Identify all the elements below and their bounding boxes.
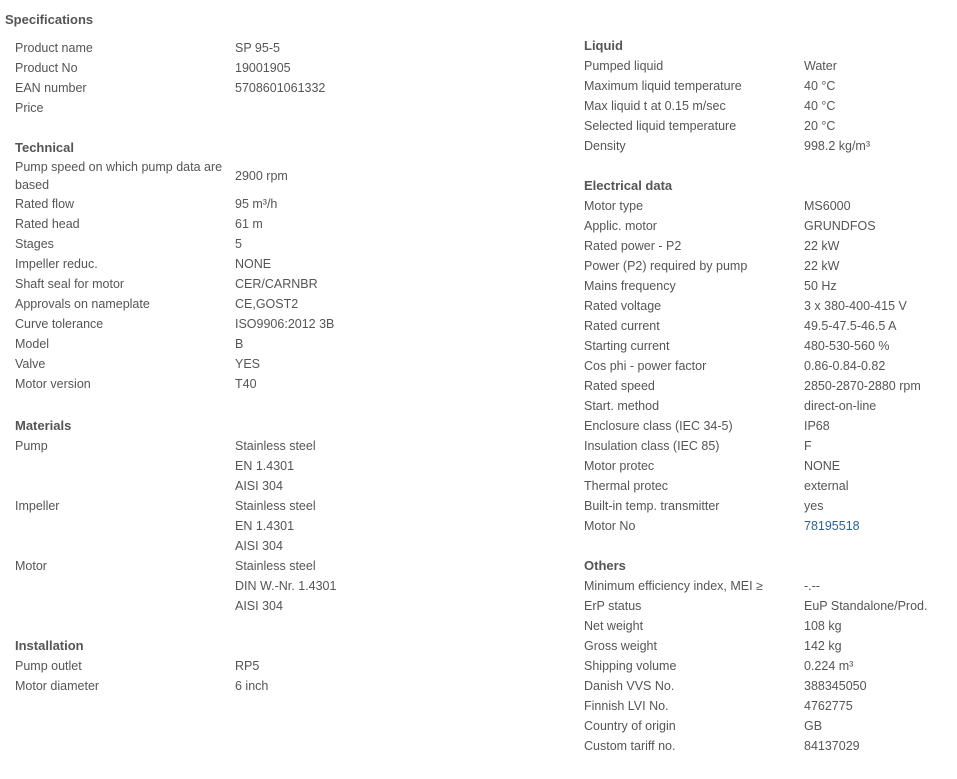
spec-label: Max liquid t at 0.15 m/sec — [584, 99, 726, 113]
spec-row-shipping-volume — [584, 656, 954, 676]
others-section — [584, 556, 954, 756]
materials-section — [15, 416, 555, 616]
spec-value: 3 x 380-400-415 V — [804, 299, 907, 313]
spec-value-line: Stainless steel — [235, 499, 316, 513]
section-title-installation: Installation — [15, 638, 84, 653]
spec-row-pumped-liquid — [584, 56, 954, 76]
section-title-materials: Materials — [15, 418, 72, 433]
spec-row-starting-current — [584, 336, 954, 356]
spec-value: GRUNDFOS — [804, 219, 876, 233]
spec-row-enclosure-class — [584, 416, 954, 436]
spec-label: EAN number — [15, 81, 87, 95]
spec-row-motor-no — [584, 516, 954, 536]
spec-value-line: AISI 304 — [235, 479, 283, 493]
spec-value: yes — [804, 499, 824, 513]
spec-row-mains-frequency — [584, 276, 954, 296]
spec-label: Power (P2) required by pump — [584, 259, 748, 273]
spec-row-rated-voltage — [584, 296, 954, 316]
spec-row-product-name — [15, 38, 555, 58]
spec-value: 998.2 kg/m³ — [804, 139, 871, 153]
spec-value: 40 °C — [804, 79, 836, 93]
spec-value: 480-530-560 % — [804, 339, 890, 353]
spec-label: Motor type — [584, 199, 644, 213]
spec-label: Approvals on nameplate — [15, 297, 150, 311]
spec-row-motor-material — [15, 556, 555, 616]
spec-row-start-method — [584, 396, 954, 416]
spec-value: B — [235, 337, 244, 351]
spec-value: -.-- — [804, 579, 820, 593]
spec-value: 0.86-0.84-0.82 — [804, 359, 886, 373]
spec-label: Custom tariff no. — [584, 739, 676, 753]
spec-value: NONE — [235, 257, 272, 271]
spec-value: 2850-2870-2880 rpm — [804, 379, 921, 393]
spec-row-valve — [15, 354, 555, 374]
spec-value: 0.224 m³ — [804, 659, 854, 673]
spec-row-danish-vvs — [584, 676, 954, 696]
spec-label: Net weight — [584, 619, 644, 633]
spec-label: Maximum liquid temperature — [584, 79, 742, 93]
spec-label: Valve — [15, 357, 46, 371]
spec-value: SP 95-5 — [235, 41, 280, 55]
spec-value: T40 — [235, 377, 257, 391]
spec-value-line: EN 1.4301 — [235, 519, 295, 533]
spec-row-max-liquid-t-015 — [584, 96, 954, 116]
spec-label: Impeller — [15, 499, 60, 513]
spec-value: direct-on-line — [804, 399, 877, 413]
spec-row-power-required — [584, 256, 954, 276]
spec-value: 388345050 — [804, 679, 867, 693]
spec-row-net-weight — [584, 616, 954, 636]
spec-label: Product name — [15, 41, 93, 55]
spec-value: 49.5-47.5-46.5 A — [804, 319, 897, 333]
spec-row-cos-phi — [584, 356, 954, 376]
spec-row-rated-flow — [15, 194, 555, 214]
spec-row-price — [15, 98, 555, 118]
spec-value: CE,GOST2 — [235, 297, 299, 311]
spec-value: 22 kW — [804, 259, 840, 273]
spec-row-pump-material — [15, 436, 555, 496]
spec-value-line: AISI 304 — [235, 539, 283, 553]
spec-value: 4762775 — [804, 699, 853, 713]
spec-label: Motor diameter — [15, 679, 100, 693]
spec-value-line: Stainless steel — [235, 559, 316, 573]
spec-row-density — [584, 136, 954, 156]
spec-label: Selected liquid temperature — [584, 119, 737, 133]
spec-row-rated-current — [584, 316, 954, 336]
spec-value: MS6000 — [804, 199, 851, 213]
spec-row-erp-status — [584, 596, 954, 616]
section-title-technical: Technical — [15, 140, 75, 155]
spec-label: Mains frequency — [584, 279, 676, 293]
spec-label: Shipping volume — [584, 659, 677, 673]
spec-row-pump-speed — [15, 158, 555, 194]
spec-row-impeller-reduc — [15, 254, 555, 274]
spec-label: Curve tolerance — [15, 317, 104, 331]
spec-label: Pumped liquid — [584, 59, 664, 73]
spec-value: YES — [235, 357, 261, 371]
spec-label: Impeller reduc. — [15, 257, 98, 271]
spec-value: IP68 — [804, 419, 830, 433]
spec-value: 20 °C — [804, 119, 836, 133]
spec-row-motor-protec — [584, 456, 954, 476]
spec-row-ean — [15, 78, 555, 98]
spec-row-motor-type — [584, 196, 954, 216]
spec-label: Motor version — [15, 377, 91, 391]
spec-label: Price — [15, 101, 44, 115]
spec-row-motor-version — [15, 374, 555, 394]
spec-row-rated-speed — [584, 376, 954, 396]
spec-label: Minimum efficiency index, MEI ≥ — [584, 579, 763, 593]
spec-value: 142 kg — [804, 639, 842, 653]
spec-row-selected-liquid-temp — [584, 116, 954, 136]
spec-label: Danish VVS No. — [584, 679, 675, 693]
spec-row-finnish-lvi — [584, 696, 954, 716]
spec-value: 2900 rpm — [235, 169, 288, 183]
spec-label: Applic. motor — [584, 219, 657, 233]
spec-label: Shaft seal for motor — [15, 277, 125, 291]
spec-value: 61 m — [235, 217, 263, 231]
section-title-others: Others — [584, 558, 626, 573]
section-title-electrical: Electrical data — [584, 178, 673, 193]
spec-label: Rated speed — [584, 379, 655, 393]
spec-value: 108 kg — [804, 619, 842, 633]
spec-label: ErP status — [584, 599, 642, 613]
spec-label: Rated current — [584, 319, 660, 333]
spec-value: 22 kW — [804, 239, 840, 253]
general-section — [15, 38, 555, 118]
spec-value: 6 inch — [235, 679, 269, 693]
spec-row-insulation-class — [584, 436, 954, 456]
electrical-section — [584, 176, 954, 536]
spec-row-rated-head — [15, 214, 555, 234]
spec-row-model — [15, 334, 555, 354]
spec-row-impeller-material — [15, 496, 555, 556]
spec-row-approvals — [15, 294, 555, 314]
spec-value: EuP Standalone/Prod. — [804, 599, 928, 613]
spec-row-motor-diameter — [15, 676, 555, 696]
spec-row-gross-weight — [584, 636, 954, 656]
spec-value: 50 Hz — [804, 279, 837, 293]
spec-label: Motor — [15, 559, 47, 573]
spec-label: Start. method — [584, 399, 660, 413]
spec-value: Water — [804, 59, 837, 73]
spec-value — [235, 556, 336, 616]
spec-label: Motor No — [584, 519, 636, 533]
spec-label: Rated flow — [15, 197, 75, 211]
spec-label: Finnish LVI No. — [584, 699, 669, 713]
spec-label: Rated voltage — [584, 299, 662, 313]
spec-label: Motor protec — [584, 459, 655, 473]
spec-label: Pump speed on which pump data are based — [15, 160, 223, 192]
section-title-liquid: Liquid — [584, 38, 623, 53]
spec-row-shaft-seal — [15, 274, 555, 294]
spec-label: Insulation class (IEC 85) — [584, 439, 720, 453]
spec-row-applic-motor — [584, 216, 954, 236]
spec-value — [235, 436, 316, 496]
spec-label: Starting current — [584, 339, 670, 353]
spec-label: Enclosure class (IEC 34-5) — [584, 419, 733, 433]
spec-row-custom-tariff — [584, 736, 954, 756]
motor-no-link[interactable]: 78195518 — [804, 519, 860, 533]
spec-value: 40 °C — [804, 99, 836, 113]
spec-label: Gross weight — [584, 639, 657, 653]
spec-row-country-origin — [584, 716, 954, 736]
spec-row-max-liquid-temp — [584, 76, 954, 96]
spec-value: CER/CARNBR — [235, 277, 318, 291]
spec-row-temp-transmitter — [584, 496, 954, 516]
spec-value: 5708601061332 — [235, 81, 326, 95]
spec-value-line: Stainless steel — [235, 439, 316, 453]
technical-section — [15, 138, 555, 394]
spec-value: F — [804, 439, 812, 453]
spec-row-pump-outlet — [15, 656, 555, 676]
spec-value: 84137029 — [804, 739, 860, 753]
spec-label: Rated power - P2 — [584, 239, 682, 253]
spec-label: Product No — [15, 61, 78, 75]
spec-label: Country of origin — [584, 719, 676, 733]
spec-value: 95 m³/h — [235, 197, 278, 211]
spec-label: Density — [584, 139, 626, 153]
spec-value: 19001905 — [235, 61, 291, 75]
spec-value: external — [804, 479, 849, 493]
spec-value: NONE — [804, 459, 841, 473]
spec-value-line: DIN W.-Nr. 1.4301 — [235, 579, 337, 593]
spec-value: ISO9906:2012 3B — [235, 317, 335, 331]
spec-row-rated-power — [584, 236, 954, 256]
spec-row-stages — [15, 234, 555, 254]
spec-label: Stages — [15, 237, 54, 251]
spec-label: Model — [15, 337, 50, 351]
page-title: Specifications — [5, 12, 94, 27]
spec-value: GB — [804, 719, 823, 733]
spec-label: Cos phi - power factor — [584, 359, 707, 373]
spec-value: RP5 — [235, 659, 260, 673]
spec-label: Thermal protec — [584, 479, 669, 493]
spec-label: Rated head — [15, 217, 80, 231]
spec-label: Pump outlet — [15, 659, 82, 673]
spec-row-curve-tolerance — [15, 314, 555, 334]
spec-value — [235, 496, 316, 556]
liquid-section — [584, 36, 954, 156]
spec-value-line: AISI 304 — [235, 599, 283, 613]
spec-row-mei — [584, 576, 954, 596]
spec-row-product-no — [15, 58, 555, 78]
spec-value: 5 — [235, 237, 242, 251]
spec-value-line: EN 1.4301 — [235, 459, 295, 473]
spec-label: Pump — [15, 439, 48, 453]
spec-label: Built-in temp. transmitter — [584, 499, 720, 513]
spec-row-thermal-protec — [584, 476, 954, 496]
installation-section — [15, 636, 555, 696]
